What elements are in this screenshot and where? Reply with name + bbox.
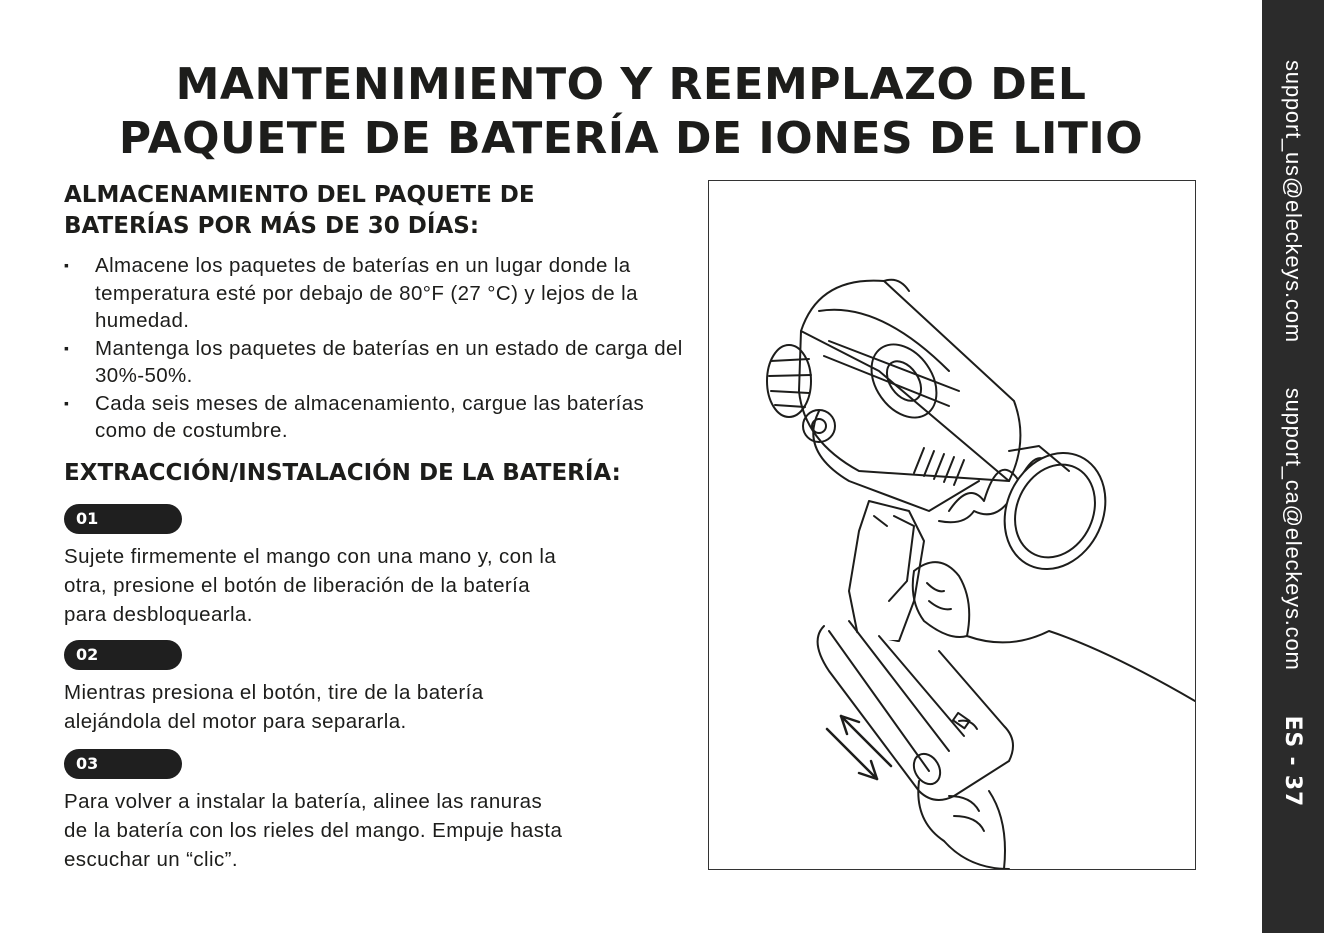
bullet-icon: ▪ <box>64 394 70 411</box>
page-title-line-1: MANTENIMIENTO Y REEMPLAZO DEL <box>175 59 1087 110</box>
step-instruction-line: alejándola del motor para separarla. <box>64 710 407 733</box>
support-email-us[interactable]: support_us@eleckeys.com <box>1281 60 1306 343</box>
page-title <box>0 58 1262 166</box>
step-instruction <box>64 678 684 736</box>
extraction-heading: EXTRACCIÓN/INSTALACIÓN DE LA BATERÍA: <box>64 460 621 486</box>
step-instruction-line: de la batería con los rieles del mango. Empuje hasta <box>64 819 563 842</box>
step-instruction <box>64 787 684 874</box>
battery-removal-illustration <box>708 180 1196 870</box>
step-instruction-line: otra, presione el botón de liberación de la batería <box>64 574 531 597</box>
bullet-icon: ▪ <box>64 257 70 273</box>
storage-bullet-item <box>64 390 684 445</box>
step-instruction-line: escuchar un “clic”. <box>64 848 238 871</box>
step-instruction-line: Para volver a instalar la batería, alinee las ranuras <box>64 790 543 813</box>
storage-heading-line-1: ALMACENAMIENTO DEL PAQUETE DE <box>64 182 535 208</box>
storage-bullet-text: Cada seis meses de almacenamiento, cargue las baterías como de costumbre. <box>95 391 645 442</box>
storage-bullet-text: Almacene los paquetes de baterías en un lugar donde la temperatura esté por debajo de 80°F (27 °C) y lejos de la humedad. <box>95 254 638 332</box>
storage-bullet-list <box>64 252 684 445</box>
step-instruction <box>64 542 684 629</box>
step-instruction-line: Mientras presiona el botón, tire de la batería <box>64 681 484 704</box>
page-title-line-2: PAQUETE DE BATERÍA DE IONES DE LITIO <box>118 113 1144 164</box>
support-email-ca[interactable]: support_ca@eleckeys.com <box>1281 387 1306 671</box>
step-number-badge: 03 <box>64 749 182 779</box>
vacuum-battery-drawing <box>709 181 1195 869</box>
sidebar-text <box>1280 60 1306 807</box>
bullet-icon: ▪ <box>64 339 70 356</box>
step-number-badge: 02 <box>64 640 182 670</box>
page-number-label: ES - 37 <box>1280 715 1305 808</box>
storage-bullet-text: Mantenga los paquetes de baterías en un estado de carga del 30%-50%. <box>95 336 683 387</box>
storage-bullet-item <box>64 335 684 390</box>
step-instruction-line: Sujete firmemente el mango con una mano y, con la <box>64 545 557 568</box>
storage-heading <box>64 180 535 242</box>
step-number-badge: 01 <box>64 504 182 534</box>
storage-heading-line-2: BATERÍAS POR MÁS DE 30 DÍAS: <box>64 213 480 239</box>
storage-bullet-item <box>64 252 684 335</box>
step-instruction-line: para desbloquearla. <box>64 603 253 626</box>
